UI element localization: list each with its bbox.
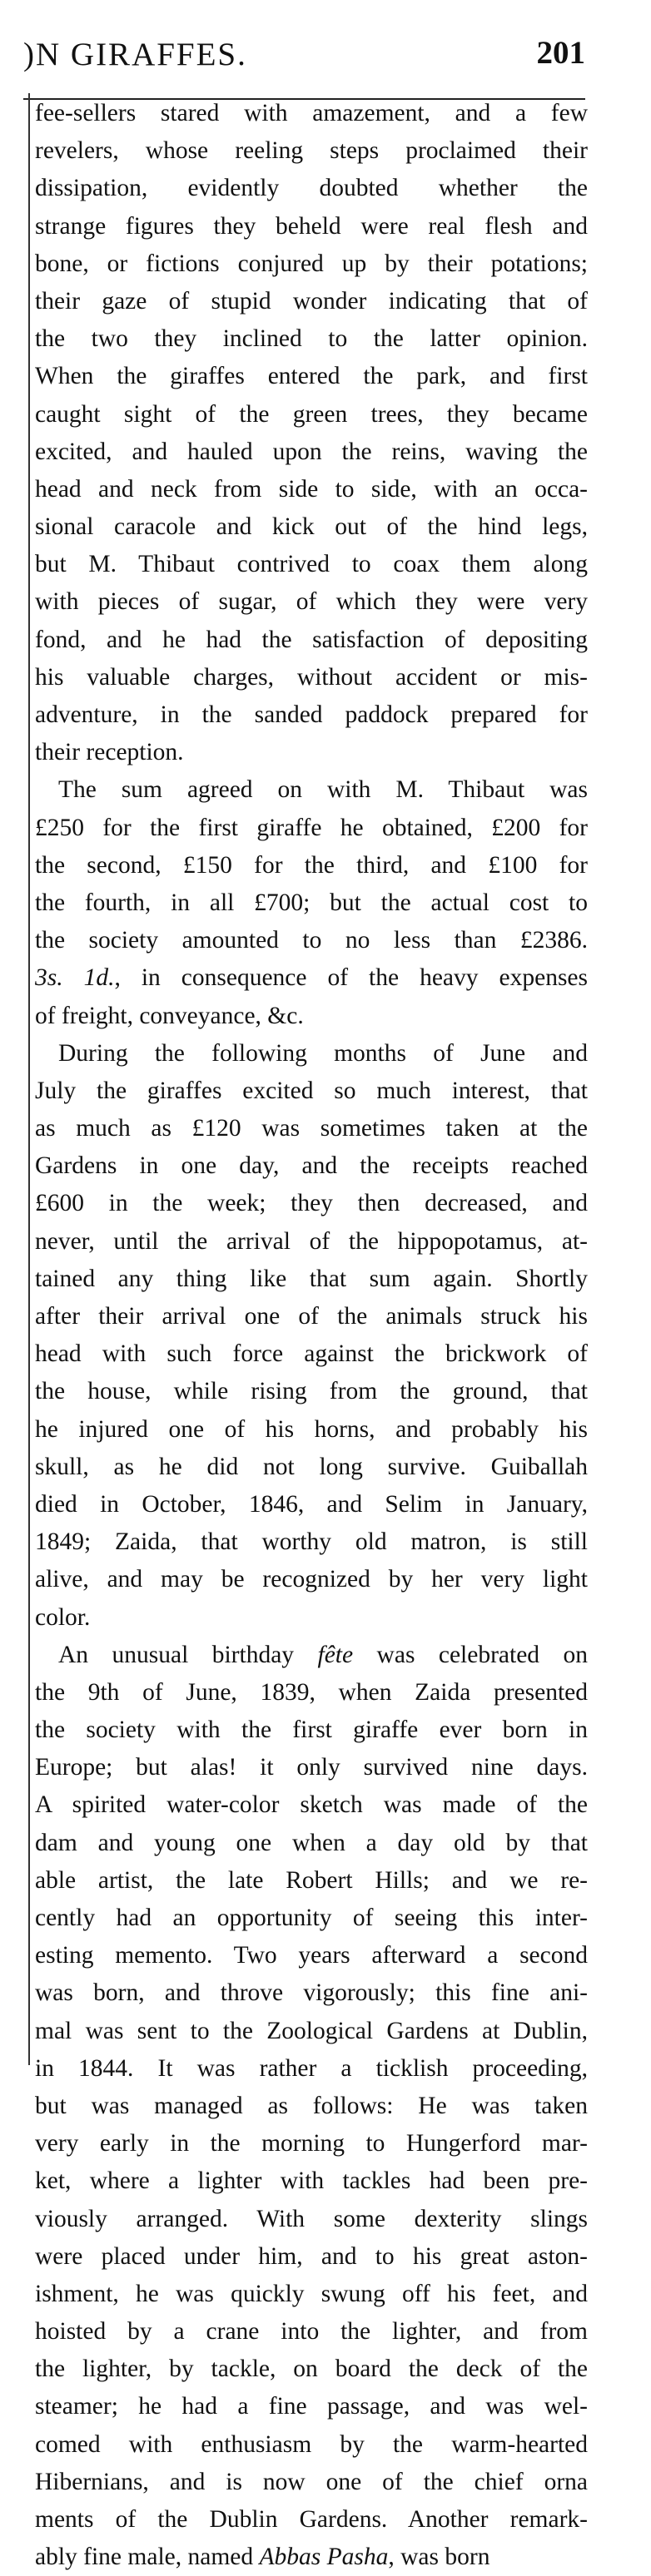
text-line: the lighter, by tackle, on board the deck of the: [35, 2356, 588, 2383]
paragraph: [35, 1637, 588, 2576]
text-line: but M. Thibaut contrived to coax them along: [35, 551, 588, 578]
text-line: revelers, whose reeling steps proclaimed their: [35, 137, 588, 165]
text-line: the two they inclined to the latter opinion.: [35, 325, 588, 353]
text-line: ishment, he was quickly swung off his feet, and: [35, 2280, 588, 2307]
text-line: comed with enthusiasm by the warm-hearted: [35, 2430, 588, 2458]
text-line: the fourth, in all £700; but the actual cost to: [35, 889, 588, 916]
text-line: in 1844. It was rather a ticklish proceeding,: [35, 2054, 588, 2082]
page-header: [23, 28, 585, 78]
text-line: strange figures they beheld were real flesh and: [35, 212, 588, 240]
text-line: dissipation, evidently doubted whether the: [35, 175, 588, 202]
text-line: head and neck from side to side, with an occa-: [35, 475, 588, 503]
text-line: hoisted by a crane into the lighter, and from: [35, 2318, 588, 2346]
text-line: ably fine male, named Abbas Pasha, was born: [35, 2544, 490, 2571]
text-line: but was managed as follows: He was taken: [35, 2092, 588, 2119]
text-line: steamer; he had a fine passage, and was wel-: [35, 2393, 588, 2420]
page-number: 201: [536, 35, 585, 71]
paragraph: [35, 95, 588, 771]
text-line: he injured one of his horns, and probably his: [35, 1415, 588, 1443]
text-line: ket, where a lighter with tackles had been pre-: [35, 2167, 588, 2195]
text-line: the house, while rising from the ground, that: [35, 1378, 588, 1405]
text-line: able artist, the late Robert Hills; and we re-: [35, 1866, 588, 1894]
text-line: sional caracole and kick out of the hind legs,: [35, 513, 588, 541]
text-line: head with such force against the brickwork of: [35, 1340, 588, 1368]
text-line: During the following months of June and: [58, 1039, 588, 1067]
text-line: died in October, 1846, and Selim in January,: [35, 1490, 588, 1518]
text-line: the 9th of June, 1839, when Zaida presented: [35, 1678, 588, 1706]
text-line: dam and young one when a day old by that: [35, 1829, 588, 1856]
text-line: When the giraffes entered the park, and first: [35, 363, 588, 390]
text-line: skull, as he did not long survive. Guiballah: [35, 1453, 588, 1480]
text-line: alive, and may be recognized by her very light: [35, 1566, 588, 1593]
text-line: Europe; but alas! it only survived nine days.: [35, 1754, 588, 1781]
text-line: Hibernians, and is now one of the chief orna: [35, 2468, 588, 2495]
body-text: [35, 95, 588, 2576]
paragraph: [35, 771, 588, 1034]
text-line: tained any thing like that sum again. Shortly: [35, 1265, 588, 1292]
text-line: A spirited water-color sketch was made of the: [35, 1791, 588, 1819]
text-line: cently had an opportunity of seeing this inter-: [35, 1905, 588, 1931]
text-line: with pieces of sugar, of which they were very: [35, 588, 588, 616]
text-line: the second, £150 for the third, and £100 for: [35, 851, 588, 879]
text-line: were placed under him, and to his great aston-: [35, 2242, 588, 2270]
text-line: esting memento. Two years afterward a second: [35, 1942, 588, 1969]
text-line: never, until the arrival of the hippopotamus, at-: [35, 1227, 588, 1255]
text-line: bone, or fictions conjured up by their potations;: [35, 250, 588, 277]
text-line: color.: [35, 1603, 91, 1631]
text-line: fond, and he had the satisfaction of depositing: [35, 626, 588, 653]
text-line: July the giraffes excited so much interest, that: [35, 1077, 588, 1104]
text-line: caught sight of the green trees, they became: [35, 400, 588, 428]
text-line: was born, and throve vigorously; this fine ani-: [35, 1979, 588, 2007]
text-line: excited, and hauled upon the reins, waving the: [35, 438, 588, 465]
text-line: after their arrival one of the animals struck his: [35, 1303, 588, 1330]
text-line: 1849; Zaida, that worthy old matron, is still: [35, 1528, 588, 1556]
text-line: The sum agreed on with M. Thibaut was: [58, 776, 588, 804]
text-line: Gardens in one day, and the receipts reached: [35, 1152, 588, 1180]
text-line: the society amounted to no less than £2386.: [35, 927, 588, 954]
text-line: £600 in the week; they then decreased, and: [35, 1190, 588, 1217]
text-line: the society with the first giraffe ever born in: [35, 1717, 588, 1744]
text-line: his valuable charges, without accident or mis-: [35, 663, 588, 691]
text-line: fee-sellers stared with amazement, and a few: [35, 100, 588, 126]
text-line: An unusual birthday fête was celebrated on: [58, 1641, 589, 1668]
text-line: ments of the Dublin Gardens. Another remark-: [35, 2506, 588, 2533]
running-title: )N GIRAFFES.: [23, 37, 247, 72]
text-line: their reception.: [35, 739, 184, 766]
text-line: 3s. 1d., in consequence of the heavy expenses: [35, 964, 589, 992]
text-line: viously arranged. With some dexterity slings: [35, 2205, 588, 2232]
margin-rule: [28, 93, 30, 2065]
text-line: mal was sent to the Zoological Gardens at Dublin,: [35, 2017, 588, 2044]
text-line: adventure, in the sanded paddock prepared for: [35, 701, 588, 728]
text-line: £250 for the first giraffe he obtained, £200 for: [35, 814, 588, 841]
text-line: their gaze of stupid wonder indicating that of: [35, 287, 588, 315]
text-line: of freight, conveyance, &c.: [35, 1002, 304, 1029]
text-line: very early in the morning to Hungerford mar-: [35, 2130, 588, 2157]
text-line: as much as £120 was sometimes taken at the: [35, 1115, 588, 1142]
paragraph: [35, 1035, 588, 1637]
